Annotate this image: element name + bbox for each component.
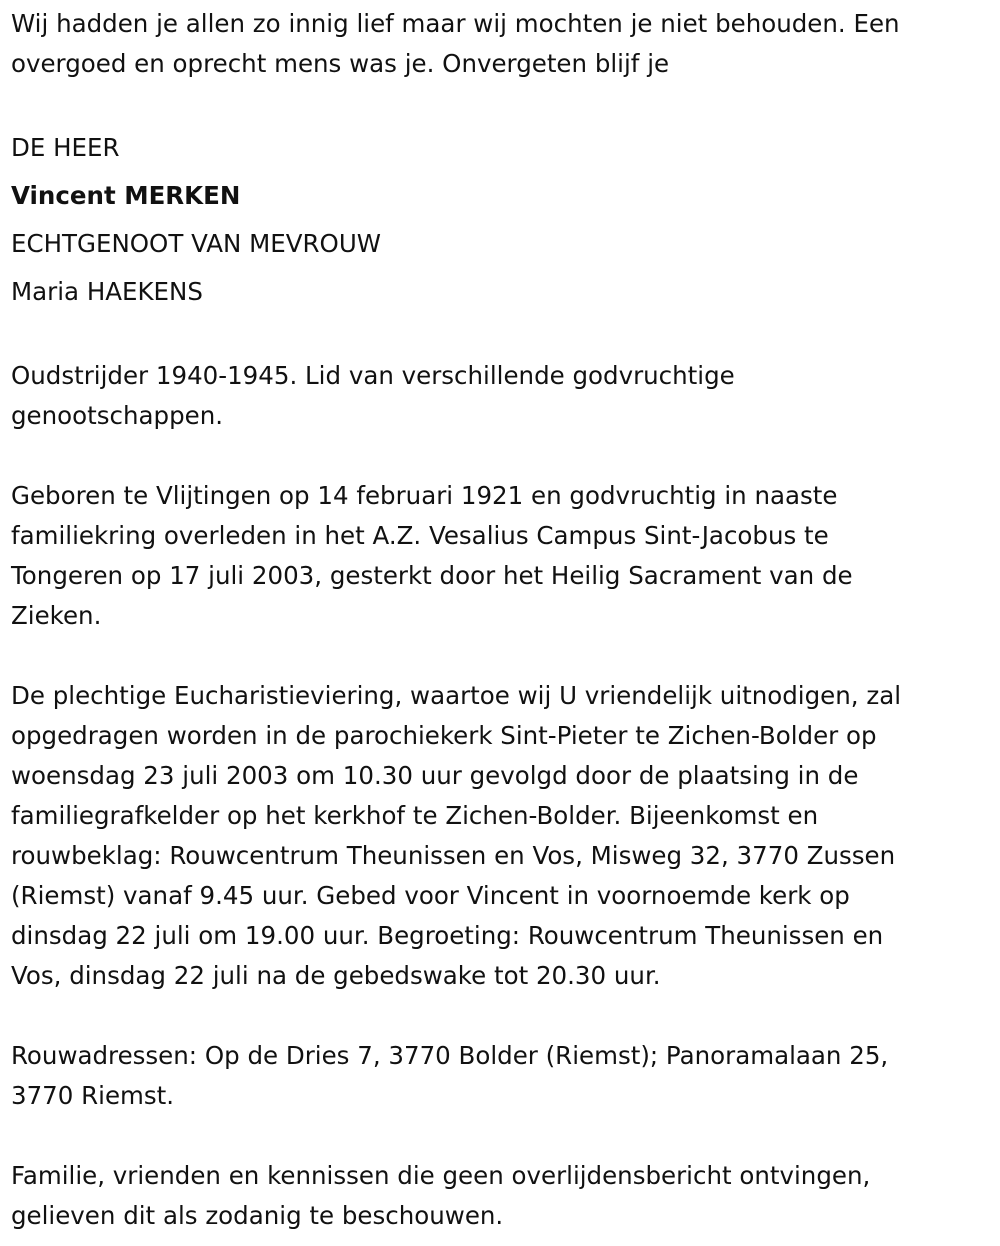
spacer bbox=[11, 636, 986, 676]
spacer bbox=[11, 316, 986, 356]
obituary-document bbox=[11, 4, 986, 1236]
ceremony-line: familiegrafkelder op het kerkhof te Zichen-Bolder. Bijeenkomst en bbox=[11, 801, 819, 830]
spacer bbox=[11, 1116, 986, 1156]
veteran-paragraph bbox=[11, 356, 986, 436]
addresses-line: Rouwadressen: Op de Dries 7, 3770 Bolder (Riemst); Panoramalaan 25, bbox=[11, 1041, 889, 1070]
birth-death-line: Zieken. bbox=[11, 601, 102, 630]
intro-line: Wij hadden je allen zo innig lief maar wij mochten je niet behouden. Een bbox=[11, 9, 900, 38]
ceremony-line: opgedragen worden in de parochiekerk Sint-Pieter te Zichen-Bolder op bbox=[11, 721, 877, 750]
closing-paragraph bbox=[11, 1156, 986, 1236]
deceased-name: Vincent MERKEN bbox=[11, 181, 241, 210]
ceremony-line: dinsdag 22 juli om 19.00 uur. Begroeting: Rouwcentrum Theunissen en bbox=[11, 921, 884, 950]
addresses-line: 3770 Riemst. bbox=[11, 1081, 175, 1110]
intro-line: overgoed en oprecht mens was je. Onvergeten blijf je bbox=[11, 49, 670, 78]
spacer bbox=[11, 84, 986, 124]
addresses-paragraph bbox=[11, 1036, 986, 1116]
honorific: DE HEER bbox=[11, 133, 120, 162]
ceremony-line: (Riemst) vanaf 9.45 uur. Gebed voor Vincent in voornoemde kerk op bbox=[11, 881, 850, 910]
veteran-line: Oudstrijder 1940-1945. Lid van verschillende godvruchtige bbox=[11, 361, 735, 390]
ceremony-line: Vos, dinsdag 22 juli na de gebedswake tot 20.30 uur. bbox=[11, 961, 661, 990]
veteran-line: genootschappen. bbox=[11, 401, 224, 430]
relation-label: ECHTGENOOT VAN MEVROUW bbox=[11, 229, 382, 258]
spacer bbox=[11, 996, 986, 1036]
birth-death-line: Geboren te Vlijtingen op 14 februari 1921 en godvruchtig in naaste bbox=[11, 481, 838, 510]
spacer bbox=[11, 436, 986, 476]
intro-paragraph bbox=[11, 4, 986, 84]
ceremony-line: rouwbeklag: Rouwcentrum Theunissen en Vos, Misweg 32, 3770 Zussen bbox=[11, 841, 896, 870]
birth-death-line: Tongeren op 17 juli 2003, gesterkt door het Heilig Sacrament van de bbox=[11, 561, 853, 590]
birth-death-paragraph bbox=[11, 476, 986, 636]
birth-death-line: familiekring overleden in het A.Z. Vesalius Campus Sint-Jacobus te bbox=[11, 521, 829, 550]
spouse-name: Maria HAEKENS bbox=[11, 277, 203, 306]
ceremony-paragraph bbox=[11, 676, 986, 996]
ceremony-line: woensdag 23 juli 2003 om 10.30 uur gevolgd door de plaatsing in de bbox=[11, 761, 859, 790]
closing-line: Familie, vrienden en kennissen die geen overlijdensbericht ontvingen, bbox=[11, 1161, 871, 1190]
closing-line: gelieven dit als zodanig te beschouwen. bbox=[11, 1201, 504, 1230]
deceased-block bbox=[11, 124, 986, 316]
ceremony-line: De plechtige Eucharistieviering, waartoe wij U vriendelijk uitnodigen, zal bbox=[11, 681, 902, 710]
